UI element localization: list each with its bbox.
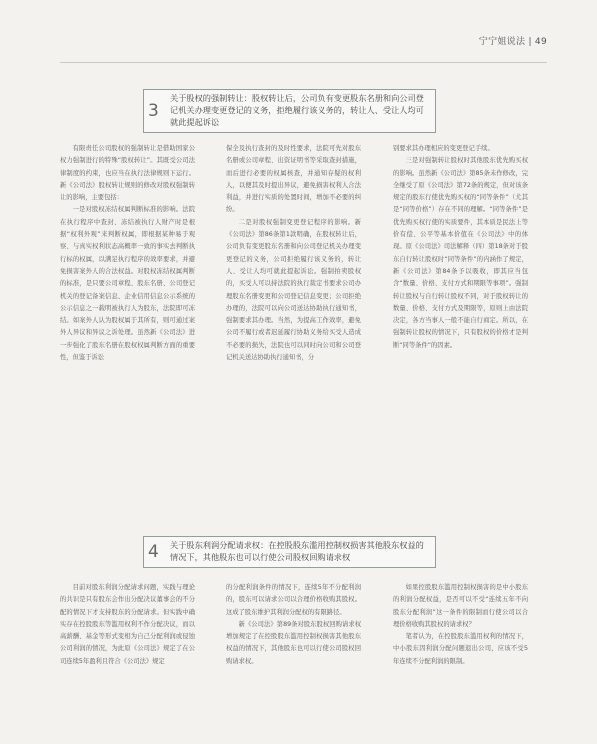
page-header — [0, 30, 597, 46]
paragraph: 如果控股股东滥用控制权损害的是中小股东的利润分配权益，是否可以不受“连续五年不向股东分配利润”这一条件的限制而行使公司以合理价格收购其股权的请求权？ — [393, 584, 528, 628]
paragraph: 保全及执行查封的及时性要求，法院可先对股东名册或公司章程、出资证明书等采取查封措施，而后进行必要的权属核查，并通知存疑的权利人，以便其及时提出异议，避免损害权利人合法利益，并进行实质的处置时间，增加不必要的纠纷。 — [226, 145, 361, 214]
header-divider — [60, 62, 547, 63]
section-3-column-1 — [60, 143, 195, 364]
section-4-column-2 — [226, 582, 361, 668]
paragraph: 一是对股权冻结权属判断标准的影响。法院在执行程序中查封、冻结被执行人财产时是根据“权利外观”来判断权属，即根据某种易于观察、与真实权利状态高概率一致的事实去判断执行标的权属，以满足执行程序的效率要求，并避免损害案外人的合法权益。对股权冻结权属判断的标准，是只要公司章程、股东名册、公司登记机关的登记备案信息、企业信用信息公示系统的公示信息之一载明被执行人为股东，法院即可冻结。如案外人认为股权属于其所有，则可通过案外人异议和异议之诉处理。虽然新《公司法》进一步强化了股东名册在股权权属判断方面的重要性，但鉴于诉讼 — [60, 206, 195, 362]
paragraph: 笔者认为，在控股股东滥用权利的情况下，中小股东因利润分配问题退出公司，应该不受5年连续不分配利润的限制。 — [393, 633, 528, 665]
paragraph: 的分配利润条件的情况下，连续5年不分配利润的，股东可以请求公司以合理价格收购其股权。这成了股东维护其利润分配权的有限路径。 — [226, 584, 361, 616]
section-4-column-3 — [393, 582, 528, 668]
paragraph: 别要求其办理相应的变更登记手续。 — [393, 145, 494, 152]
page-header-text: 宁宁姐说法 | 49 — [478, 37, 547, 47]
paragraph: 二是对股权强制变更登记程序的影响。新《公司法》第86条第1款明确，在股权转让后，公司负有变更股东名册和向公司登记机关办理变更登记的义务，公司拒绝履行该义务的，转让人、受让人均可就此提起诉讼。强制拍卖股权的，买受人可以持法院的执行裁定书要求公司办理股东名册变更和公司登记信息变更；公司拒绝办理的，法院可以向公司送达协助执行通知书，强制要求其办理。当然，为提高工作效率，避免公司不履行或者迟延履行协助义务给买受人造成不必要的损失，法院也可以同时向公司和公司登记机关送达协助执行通知书，分 — [226, 218, 361, 362]
paragraph: 目前对股东利润分配请求问题，实践与理论的共识是只有股东会作出分配决议董事会的不分配的情况下才支持股东的分配请求。但实践中确实存在控股股东等滥用权利不作分配决议，而以高薪酬、基金等形式变相为自己分配利润或侵蚀公司利润的情况，为此原《公司法》规定了在公司连续5年盈利且符合《公司法》规定 — [60, 584, 195, 665]
section-4-title: 关于股东利润分配请求权：在控股股东滥用控制权损害其他股东权益的情况下，其他股东也可以行使公司股权回购请求权 — [170, 540, 424, 562]
paragraph: 新《公司法》第89条对股东股权回购请求权增加规定了在控股股东滥用控制权损害其他股东权益的情况下，其他股东也可以行使公司股权回购请求权。 — [226, 620, 361, 665]
paragraph: 三是对强制转让股权时其他股东优先购买权的影响。虽然新《公司法》第85条未作修改，完全继受了原《公司法》第72条的规定，但对该条规定的股东行使优先购买权的“同等条件”（尤其是“同等价格”）存在不同的理解。“同等条件”是优先购买权行使的实质要件，其本质是民法上等价有偿、公平等基本价值在《公司法》中的体现。原《公司法》司法解释（四）第18条对于股东自行转让股权时“同等条件”的内涵作了规定，新《公司法》第84条予以吸收，即其应当包含“数量、价格、支付方式和期限等事项”。强制转让股权与自行转让股权不同，对于股权转让的数量、价格、支付方式及期限等，原则上由法院决定，各方当事人一般不能自行商定。所以，在强制转让股权的情况下，只有股权的价格才是判断“同等条件”的因素。 — [393, 157, 528, 349]
section-4-column-1 — [60, 582, 195, 668]
section-3-column-2 — [226, 143, 361, 364]
section-3-column-3 — [393, 143, 528, 352]
section-3-number: 3 — [148, 101, 159, 121]
paragraph: 有限责任公司股权的强制转让是借助国家公权力强制进行的特殊“股权转让”。其既受公司法律制度的约束，也应当在执行法律规则下运行。新《公司法》股权转让规则的修改对股权强制转让的影响，主要包括： — [60, 145, 195, 202]
section-3-title: 关于股权的强制转让：股权转让后，公司负有变更股东名册和向公司登记机关办理变更登记的义务，拒绝履行该义务的，转让人、受让人均可就此提起诉讼 — [170, 93, 424, 127]
section-4-number: 4 — [148, 542, 159, 562]
